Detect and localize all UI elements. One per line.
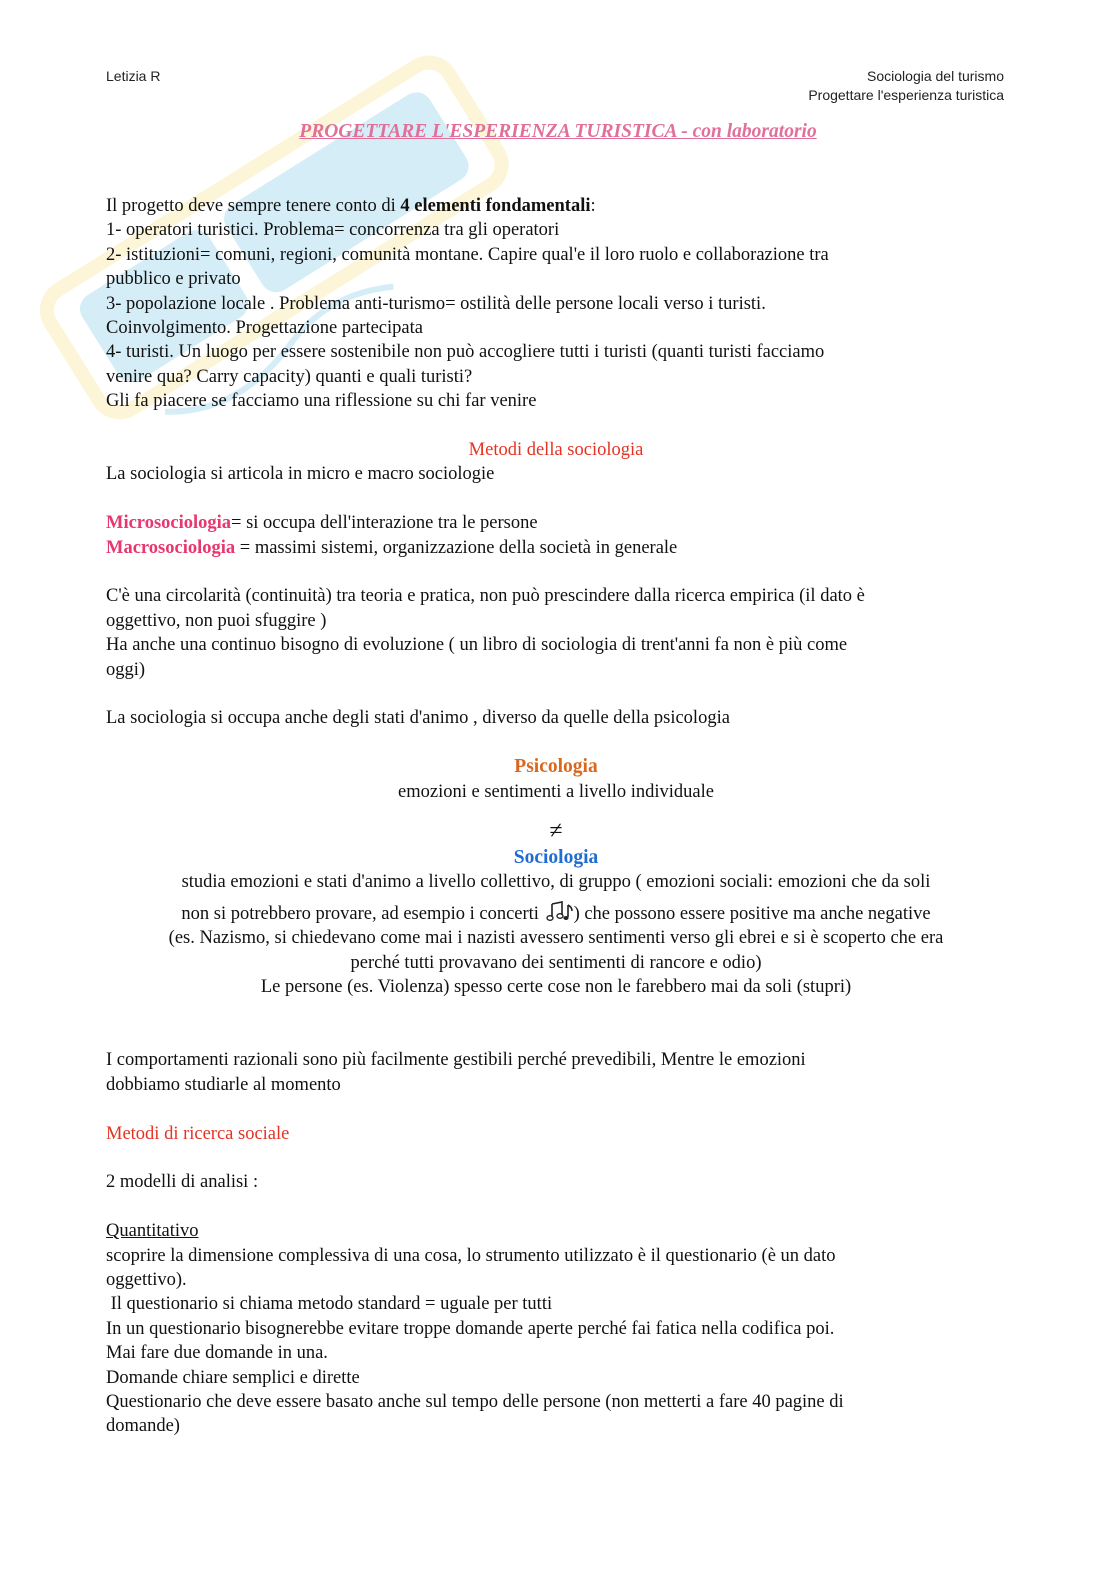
methods-para1-line: oggettivo, non puoi sfuggire ) <box>106 610 327 631</box>
quantitative-line: Il questionario si chiama metodo standard = uguale per tutti <box>106 1294 553 1315</box>
page-title: PROGETTARE L'ESPERIENZA TURISTICA - con laboratorio <box>299 121 817 142</box>
intro-item: venire qua? Carry capacity) quanti e quali turisti? <box>106 366 473 387</box>
sociology-line: (es. Nazismo, si chiedevano come mai i nazisti avessero sentimenti verso gli ebrei e si è scoperto che era <box>168 928 944 949</box>
methods-para2-line: oggi) <box>106 659 146 680</box>
header-right <box>808 67 1004 105</box>
methods-line1: La sociologia si articola in micro e macro sociologie <box>106 464 495 485</box>
behaviour-line: dobbiamo studiarle al momento <box>106 1074 341 1095</box>
intro-item: 3- popolazione locale . Problema anti-turismo= ostilità delle persone locali verso i turisti. <box>106 293 766 314</box>
intro-lead-prefix: Il progetto deve sempre tenere conto di <box>106 196 401 216</box>
methods-para2-line: Ha anche una continuo bisogno di evoluzione ( un libro di sociologia di trent'anni fa non è più come <box>106 635 848 656</box>
music-notes-icon <box>544 901 574 923</box>
not-equal-sign: ≠ <box>549 818 563 845</box>
psychology-title: Psicologia <box>514 756 598 778</box>
sociology-line-part: non si potrebbero provare, ad esempio i concerti <box>181 903 544 924</box>
research-models: 2 modelli di analisi : <box>106 1172 259 1193</box>
quantitative-line: oggettivo). <box>106 1269 187 1290</box>
header-course: Sociologia del turismo <box>867 68 1004 84</box>
micro-definition <box>106 511 1006 535</box>
header-author: Letizia R <box>106 68 161 84</box>
sociology-line: studia emozioni e stati d'animo a livello collettivo, di gruppo ( emozioni sociali: emozioni che da soli <box>181 872 931 893</box>
behaviour-line: I comportamenti razionali sono più facilmente gestibili perché prevedibili, Mentre le emozioni <box>106 1050 806 1071</box>
methods-para3: La sociologia si occupa anche degli stati d'animo , diverso da quelle della psicologia <box>106 708 730 729</box>
quantitative-line: scoprire la dimensione complessiva di una cosa, lo strumento utilizzato è il questionario (è un dato <box>106 1245 836 1266</box>
methods-heading: Metodi della sociologia <box>468 440 644 461</box>
quantitative-line: Questionario che deve essere basato anche sul tempo delle persone (non metterti a fare 40 pagine di <box>106 1391 844 1412</box>
quantitative-line: domande) <box>106 1416 180 1437</box>
quantitative-line: Domande chiare semplici e dirette <box>106 1367 360 1388</box>
micro-def: = si occupa dell'interazione tra le persone <box>231 513 538 534</box>
intro-item: Gli fa piacere se facciamo una riflessione su chi far venire <box>106 391 537 412</box>
sociology-title: Sociologia <box>513 847 599 869</box>
sociology-line: Le persone (es. Violenza) spesso certe cose non le farebbero mai da soli (stupri) <box>260 977 852 998</box>
header-topic: Progettare l'esperienza turistica <box>808 87 1004 103</box>
intro-lead-bold: 4 elementi fondamentali <box>400 196 591 216</box>
intro-lead <box>106 194 1006 218</box>
macro-term: Macrosociologia <box>106 537 236 558</box>
sociology-line: perché tutti provavano dei sentimenti di rancore e odio) <box>350 952 762 973</box>
intro-item: Coinvolgimento. Progettazione partecipata <box>106 318 423 339</box>
intro-item: 1- operatori turistici. Problema= concorrenza tra gli operatori <box>106 220 560 241</box>
intro-item: pubblico e privato <box>106 269 241 290</box>
methods-para1-line: C'è una circolarità (continuità) tra teoria e pratica, non può prescindere dalla ricerca empirica (il dato è <box>106 586 865 607</box>
quantitative-title: Quantitativo <box>106 1221 199 1242</box>
sociology-line-concerts <box>106 901 1006 926</box>
intro-item: 4- turisti. Un luogo per essere sostenibile non può accogliere tutti i turisti (quanti turisti facciamo <box>106 342 825 363</box>
micro-term: Microsociologia <box>106 513 232 534</box>
intro-lead-suffix: : <box>590 196 596 216</box>
sociology-line-part: ) che possono essere positive ma anche negative <box>573 903 931 924</box>
document-body <box>106 194 1006 1439</box>
research-heading: Metodi di ricerca sociale <box>106 1123 290 1144</box>
macro-def: = massimi sistemi, organizzazione della società in generale <box>235 537 678 558</box>
quantitative-line: Mai fare due domande in una. <box>106 1343 328 1364</box>
macro-definition <box>106 536 1006 560</box>
intro-item: 2- istituzioni= comuni, regioni, comunità montane. Capire qual'e il loro ruolo e collaborazione tra <box>106 244 829 265</box>
quantitative-line: In un questionario bisognerebbe evitare troppe domande aperte perché fai fatica nella codifica poi. <box>106 1318 835 1339</box>
psychology-definition: emozioni e sentimenti a livello individuale <box>398 781 714 802</box>
